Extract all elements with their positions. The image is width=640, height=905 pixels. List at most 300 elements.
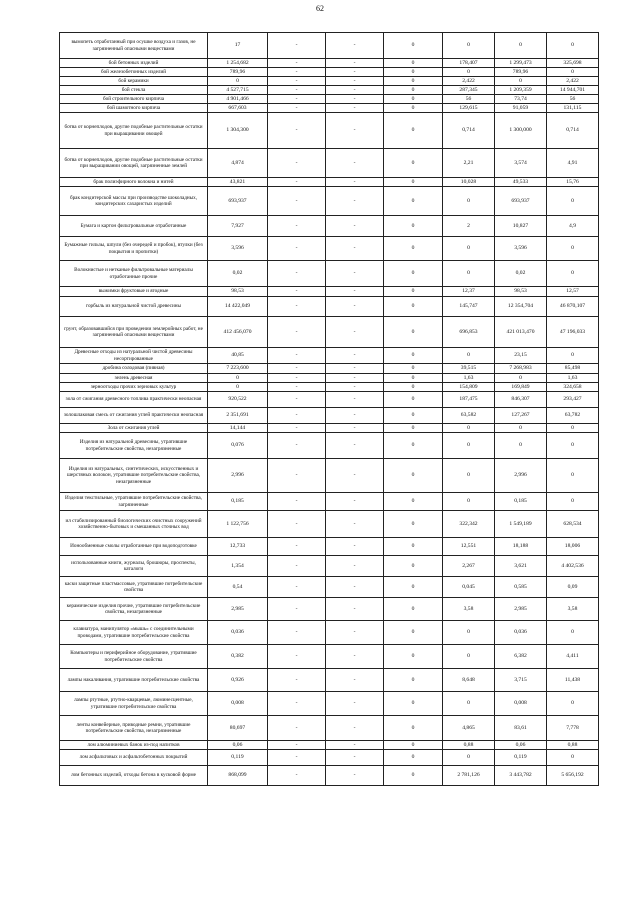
- value-cell: 0: [384, 408, 443, 424]
- value-cell: 14 422,049: [208, 297, 268, 317]
- value-cell: -: [268, 68, 326, 77]
- value-cell: 2: [443, 216, 495, 237]
- value-cell: 0: [384, 104, 443, 113]
- value-cell: 10,028: [443, 178, 495, 187]
- value-cell: 98,53: [208, 287, 268, 297]
- value-cell: 17: [208, 33, 268, 59]
- waste-name-cell: Бумажные гильзы, шпули (без очередей и пробок), втулки (без покрытия и пропитки): [60, 237, 208, 261]
- value-cell: -: [268, 149, 326, 178]
- value-cell: -: [326, 392, 384, 408]
- value-cell: 18,006: [547, 538, 599, 556]
- value-cell: 7 223,600: [208, 364, 268, 374]
- value-cell: 0: [547, 493, 599, 511]
- waste-name-cell: ил стабилизированный биологических очистных сооружений хозяйственно-бытовых и смешанных сточных вод: [60, 511, 208, 538]
- value-cell: 1,354: [208, 556, 268, 577]
- value-cell: 4,865: [443, 716, 495, 741]
- value-cell: 0,119: [495, 750, 547, 766]
- value-cell: 868,099: [208, 766, 268, 786]
- value-cell: 6,382: [495, 645, 547, 669]
- value-cell: 0: [495, 374, 547, 383]
- value-cell: 4 402,536: [547, 556, 599, 577]
- value-cell: 1 254,682: [208, 59, 268, 68]
- value-cell: 0,88: [443, 741, 495, 750]
- value-cell: 39,515: [443, 364, 495, 374]
- table-row: [60, 392, 599, 408]
- table-row: [60, 459, 599, 493]
- value-cell: -: [326, 433, 384, 459]
- value-cell: 131,115: [547, 104, 599, 113]
- table-row: [60, 178, 599, 187]
- waste-name-cell: лом бетонных изделий, отходы бетона в кусковой форме: [60, 766, 208, 786]
- value-cell: 2,985: [495, 598, 547, 621]
- value-cell: 46 870,107: [547, 297, 599, 317]
- value-cell: 4,91: [547, 149, 599, 178]
- value-cell: 696,853: [443, 317, 495, 348]
- value-cell: -: [268, 86, 326, 95]
- table-row: [60, 766, 599, 786]
- value-cell: 12,551: [443, 538, 495, 556]
- waste-name-cell: бой керамики: [60, 77, 208, 86]
- waste-name-cell: керамические изделия прочие, утратившие потребительские свойства, незагрязненные: [60, 598, 208, 621]
- waste-name-cell: выжимки фруктовые и ягодные: [60, 287, 208, 297]
- value-cell: 0: [443, 68, 495, 77]
- value-cell: 0: [443, 692, 495, 716]
- value-cell: 0: [443, 261, 495, 287]
- value-cell: 0: [443, 187, 495, 216]
- value-cell: 0: [384, 187, 443, 216]
- value-cell: 0: [384, 33, 443, 59]
- value-cell: 154,809: [443, 383, 495, 392]
- waste-name-cell: горбыль из натуральной чистой древесины: [60, 297, 208, 317]
- value-cell: 2,996: [208, 459, 268, 493]
- value-cell: 412 456,070: [208, 317, 268, 348]
- value-cell: -: [326, 556, 384, 577]
- value-cell: 0: [547, 750, 599, 766]
- value-cell: 2 781,126: [443, 766, 495, 786]
- value-cell: 0: [384, 216, 443, 237]
- value-cell: 0: [384, 374, 443, 383]
- value-cell: -: [268, 433, 326, 459]
- value-cell: 0: [384, 113, 443, 149]
- value-cell: 0,185: [208, 493, 268, 511]
- value-cell: 2,21: [443, 149, 495, 178]
- value-cell: -: [326, 33, 384, 59]
- table-row: [60, 645, 599, 669]
- waste-name-cell: Компьютеры и периферийное оборудование, утратившие потребительские свойства: [60, 645, 208, 669]
- value-cell: -: [326, 178, 384, 187]
- value-cell: 63,582: [443, 408, 495, 424]
- value-cell: -: [268, 216, 326, 237]
- value-cell: -: [268, 556, 326, 577]
- value-cell: 12,37: [443, 287, 495, 297]
- value-cell: 0: [384, 556, 443, 577]
- table-row: [60, 511, 599, 538]
- value-cell: 91,059: [495, 104, 547, 113]
- value-cell: -: [326, 216, 384, 237]
- value-cell: -: [326, 95, 384, 104]
- table-row: [60, 113, 599, 149]
- value-cell: 0,09: [547, 577, 599, 598]
- waste-name-cell: брак кондитерской массы при производстве шоколадных, кондитерских сахаристых изделий: [60, 187, 208, 216]
- value-cell: 0,06: [495, 741, 547, 750]
- value-cell: -: [268, 692, 326, 716]
- value-cell: -: [268, 392, 326, 408]
- value-cell: 1 122,756: [208, 511, 268, 538]
- table-row: [60, 33, 599, 59]
- value-cell: 322,342: [443, 511, 495, 538]
- waste-name-cell: ботва от корнеплодов, другие подобные растительные остатки при выращивании овощей: [60, 113, 208, 149]
- waste-name-cell: зерноотходы прочих зерновых культур: [60, 383, 208, 392]
- value-cell: 43,821: [208, 178, 268, 187]
- value-cell: 3,58: [547, 598, 599, 621]
- value-cell: 0,076: [208, 433, 268, 459]
- value-cell: 0: [384, 77, 443, 86]
- value-cell: 4,411: [547, 645, 599, 669]
- value-cell: -: [268, 408, 326, 424]
- value-cell: -: [326, 287, 384, 297]
- value-cell: 0,036: [208, 621, 268, 645]
- value-cell: -: [326, 149, 384, 178]
- waste-name-cell: дробина солодовая (пивная): [60, 364, 208, 374]
- value-cell: 293,427: [547, 392, 599, 408]
- value-cell: 325,698: [547, 59, 599, 68]
- value-cell: 11,438: [547, 669, 599, 692]
- table-row: [60, 669, 599, 692]
- waste-name-cell: бой строительного кирпича: [60, 95, 208, 104]
- table-row: [60, 424, 599, 433]
- value-cell: 0: [384, 364, 443, 374]
- waste-name-cell: ленты конвейерные, приводные ремни, утратившие потребительские свойства, незагрязненные: [60, 716, 208, 741]
- value-cell: 0: [208, 374, 268, 383]
- table-row: [60, 716, 599, 741]
- table-row: [60, 68, 599, 77]
- value-cell: 0,926: [208, 669, 268, 692]
- value-cell: 3 443,782: [495, 766, 547, 786]
- value-cell: -: [326, 317, 384, 348]
- value-cell: -: [268, 261, 326, 287]
- value-cell: 0: [495, 77, 547, 86]
- value-cell: -: [268, 669, 326, 692]
- waste-name-cell: Зола от сжигания углей: [60, 424, 208, 433]
- value-cell: 0: [443, 621, 495, 645]
- value-cell: 0: [547, 237, 599, 261]
- value-cell: -: [268, 237, 326, 261]
- table-row: [60, 348, 599, 364]
- value-cell: 0: [384, 766, 443, 786]
- value-cell: 15,76: [547, 178, 599, 187]
- value-cell: -: [268, 178, 326, 187]
- table-row: [60, 374, 599, 383]
- table-row: [60, 77, 599, 86]
- value-cell: -: [268, 511, 326, 538]
- waste-name-cell: Бумага и картон фильтровальные отработанные: [60, 216, 208, 237]
- value-cell: 4,9: [547, 216, 599, 237]
- value-cell: 0: [547, 68, 599, 77]
- table-row: [60, 86, 599, 95]
- value-cell: 0: [384, 433, 443, 459]
- value-cell: 56: [443, 95, 495, 104]
- value-cell: 920,522: [208, 392, 268, 408]
- waste-name-cell: бой стекла: [60, 86, 208, 95]
- value-cell: -: [268, 33, 326, 59]
- value-cell: 12,733: [208, 538, 268, 556]
- table-row: [60, 493, 599, 511]
- value-cell: -: [326, 113, 384, 149]
- table-row: [60, 237, 599, 261]
- table-row: [60, 187, 599, 216]
- value-cell: -: [326, 669, 384, 692]
- value-cell: 3,58: [443, 598, 495, 621]
- value-cell: -: [268, 348, 326, 364]
- value-cell: 0: [443, 33, 495, 59]
- value-cell: 628,534: [547, 511, 599, 538]
- table-row: [60, 216, 599, 237]
- value-cell: 73,74: [495, 95, 547, 104]
- value-cell: -: [268, 364, 326, 374]
- value-cell: 1 209,359: [495, 86, 547, 95]
- table-row: [60, 433, 599, 459]
- value-cell: -: [326, 374, 384, 383]
- value-cell: 10,827: [495, 216, 547, 237]
- value-cell: -: [326, 459, 384, 493]
- value-cell: 0: [495, 433, 547, 459]
- value-cell: 0: [384, 237, 443, 261]
- table-row: [60, 383, 599, 392]
- value-cell: -: [268, 113, 326, 149]
- table-row: [60, 59, 599, 68]
- value-cell: -: [268, 59, 326, 68]
- value-cell: 80,697: [208, 716, 268, 741]
- waste-name-cell: Ионообменные смолы отработанные при водоподготовке: [60, 538, 208, 556]
- value-cell: 0: [547, 261, 599, 287]
- value-cell: 421 013,470: [495, 317, 547, 348]
- value-cell: -: [326, 104, 384, 113]
- value-cell: 0: [384, 59, 443, 68]
- value-cell: 4 527,715: [208, 86, 268, 95]
- waste-name-cell: бой бетонных изделий: [60, 59, 208, 68]
- value-cell: 0: [384, 348, 443, 364]
- value-cell: 0: [384, 287, 443, 297]
- value-cell: -: [326, 408, 384, 424]
- value-cell: -: [326, 766, 384, 786]
- value-cell: 324,658: [547, 383, 599, 392]
- value-cell: -: [268, 598, 326, 621]
- value-cell: 0,008: [495, 692, 547, 716]
- value-cell: -: [326, 364, 384, 374]
- value-cell: 178,407: [443, 59, 495, 68]
- value-cell: -: [268, 621, 326, 645]
- table-row: [60, 556, 599, 577]
- value-cell: 12,57: [547, 287, 599, 297]
- value-cell: 1 304,300: [208, 113, 268, 149]
- waste-name-cell: клавиатура, манипулятор «мышь» с соединительными проводами, утратившие потребительские свойства: [60, 621, 208, 645]
- value-cell: 169,849: [495, 383, 547, 392]
- value-cell: 0,02: [495, 261, 547, 287]
- table-row: [60, 104, 599, 113]
- value-cell: -: [268, 750, 326, 766]
- value-cell: 693,937: [208, 187, 268, 216]
- value-cell: -: [268, 493, 326, 511]
- value-cell: 1 300,000: [495, 113, 547, 149]
- value-cell: -: [326, 493, 384, 511]
- value-cell: 789,96: [495, 68, 547, 77]
- value-cell: -: [326, 424, 384, 433]
- value-cell: 0: [547, 433, 599, 459]
- value-cell: 0: [384, 692, 443, 716]
- waste-name-cell: ботва от корнеплодов, другие подобные растительные остатки при выращивании овощей, загрязненные землей: [60, 149, 208, 178]
- value-cell: 0: [443, 424, 495, 433]
- value-cell: -: [268, 538, 326, 556]
- value-cell: 0: [384, 493, 443, 511]
- value-cell: -: [326, 511, 384, 538]
- value-cell: 0: [547, 621, 599, 645]
- value-cell: 12 354,704: [495, 297, 547, 317]
- table-row: [60, 149, 599, 178]
- value-cell: 693,937: [495, 187, 547, 216]
- value-cell: 3,596: [495, 237, 547, 261]
- waste-name-cell: лом алюминиевых банок из-под напитков: [60, 741, 208, 750]
- value-cell: 187,475: [443, 392, 495, 408]
- value-cell: 0: [384, 383, 443, 392]
- value-cell: 0: [384, 297, 443, 317]
- value-cell: 14 944,701: [547, 86, 599, 95]
- value-cell: 0: [384, 317, 443, 348]
- value-cell: -: [268, 187, 326, 216]
- value-cell: 127,267: [495, 408, 547, 424]
- value-cell: 789,96: [208, 68, 268, 77]
- value-cell: -: [326, 187, 384, 216]
- value-cell: 7 268,983: [495, 364, 547, 374]
- value-cell: 0: [443, 459, 495, 493]
- value-cell: -: [268, 383, 326, 392]
- value-cell: -: [326, 577, 384, 598]
- value-cell: 47 196,033: [547, 317, 599, 348]
- value-cell: -: [326, 383, 384, 392]
- value-cell: 846,307: [495, 392, 547, 408]
- value-cell: 3,715: [495, 669, 547, 692]
- value-cell: 3,596: [208, 237, 268, 261]
- waste-name-cell: золошлаковая смесь от сжигания углей практически неопасная: [60, 408, 208, 424]
- value-cell: 287,345: [443, 86, 495, 95]
- value-cell: 0,185: [495, 493, 547, 511]
- value-cell: 98,53: [495, 287, 547, 297]
- value-cell: -: [326, 261, 384, 287]
- table-row: [60, 692, 599, 716]
- table-row: [60, 598, 599, 621]
- value-cell: -: [268, 716, 326, 741]
- value-cell: 1 549,189: [495, 511, 547, 538]
- table-row: [60, 741, 599, 750]
- value-cell: 0: [384, 621, 443, 645]
- waste-name-cell: лампы накаливания, утратившие потребительские свойства: [60, 669, 208, 692]
- value-cell: -: [268, 741, 326, 750]
- value-cell: 0: [384, 577, 443, 598]
- value-cell: -: [326, 237, 384, 261]
- value-cell: 1 299,473: [495, 59, 547, 68]
- value-cell: 0: [384, 392, 443, 408]
- waste-name-cell: зелень древесная: [60, 374, 208, 383]
- value-cell: 2 351,691: [208, 408, 268, 424]
- value-cell: -: [326, 750, 384, 766]
- value-cell: 0: [443, 493, 495, 511]
- value-cell: 7,778: [547, 716, 599, 741]
- value-cell: -: [268, 577, 326, 598]
- value-cell: 1,63: [547, 374, 599, 383]
- table-row: [60, 408, 599, 424]
- waste-name-cell: Изделия из натуральных, синтетических, искусственных и шерстяных волокон, утратившие потребительские свойства, незагрязненные: [60, 459, 208, 493]
- value-cell: -: [326, 297, 384, 317]
- value-cell: -: [268, 104, 326, 113]
- value-cell: 0: [384, 741, 443, 750]
- waste-name-cell: Изделия из натуральной древесины, утратившие потребительские свойства, незагрязненные: [60, 433, 208, 459]
- value-cell: 4,874: [208, 149, 268, 178]
- table-row: [60, 364, 599, 374]
- value-cell: 0,008: [208, 692, 268, 716]
- value-cell: 0: [443, 433, 495, 459]
- waste-name-cell: Изделия текстильные, утратившие потребительские свойства, загрязненные: [60, 493, 208, 511]
- value-cell: 0: [547, 692, 599, 716]
- value-cell: 7,927: [208, 216, 268, 237]
- value-cell: -: [326, 59, 384, 68]
- value-cell: 8,648: [443, 669, 495, 692]
- value-cell: 83,61: [495, 716, 547, 741]
- value-cell: 0: [547, 33, 599, 59]
- page-number: 62: [316, 4, 324, 13]
- value-cell: 2,996: [495, 459, 547, 493]
- value-cell: -: [268, 77, 326, 86]
- value-cell: 56: [547, 95, 599, 104]
- value-cell: -: [326, 645, 384, 669]
- value-cell: 0: [384, 86, 443, 95]
- value-cell: -: [268, 374, 326, 383]
- value-cell: 3,621: [495, 556, 547, 577]
- value-cell: 0: [384, 68, 443, 77]
- value-cell: 4 901,466: [208, 95, 268, 104]
- value-cell: 0: [443, 645, 495, 669]
- waste-name-cell: использованные книги, журналы, брошюры, проспекты, каталоги: [60, 556, 208, 577]
- value-cell: 2,422: [547, 77, 599, 86]
- waste-name-cell: бой железобетонных изделий: [60, 68, 208, 77]
- table-row: [60, 95, 599, 104]
- value-cell: 0: [443, 348, 495, 364]
- value-cell: 145,747: [443, 297, 495, 317]
- value-cell: -: [326, 538, 384, 556]
- table-row: [60, 750, 599, 766]
- value-cell: 63,782: [547, 408, 599, 424]
- waste-table-body: [60, 33, 599, 786]
- value-cell: 18,188: [495, 538, 547, 556]
- value-cell: -: [326, 741, 384, 750]
- value-cell: 85,498: [547, 364, 599, 374]
- value-cell: 0: [384, 424, 443, 433]
- value-cell: 0: [208, 77, 268, 86]
- waste-name-cell: вымопеть отработанный при осушке воздуха и газов, не загрязненный опасными веществами: [60, 33, 208, 59]
- value-cell: 0,88: [547, 741, 599, 750]
- table-row: [60, 287, 599, 297]
- table-row: [60, 297, 599, 317]
- value-cell: 0: [384, 511, 443, 538]
- waste-name-cell: лом асфальтовых и асфальтобетонных покрытий: [60, 750, 208, 766]
- value-cell: -: [268, 424, 326, 433]
- waste-name-cell: Волокнистые и нетканые фильтровальные материалы отработанные прочие: [60, 261, 208, 287]
- value-cell: 0: [384, 750, 443, 766]
- value-cell: 0: [384, 598, 443, 621]
- value-cell: -: [268, 297, 326, 317]
- value-cell: 667,603: [208, 104, 268, 113]
- value-cell: -: [326, 348, 384, 364]
- value-cell: 0: [384, 716, 443, 741]
- value-cell: 0,585: [495, 577, 547, 598]
